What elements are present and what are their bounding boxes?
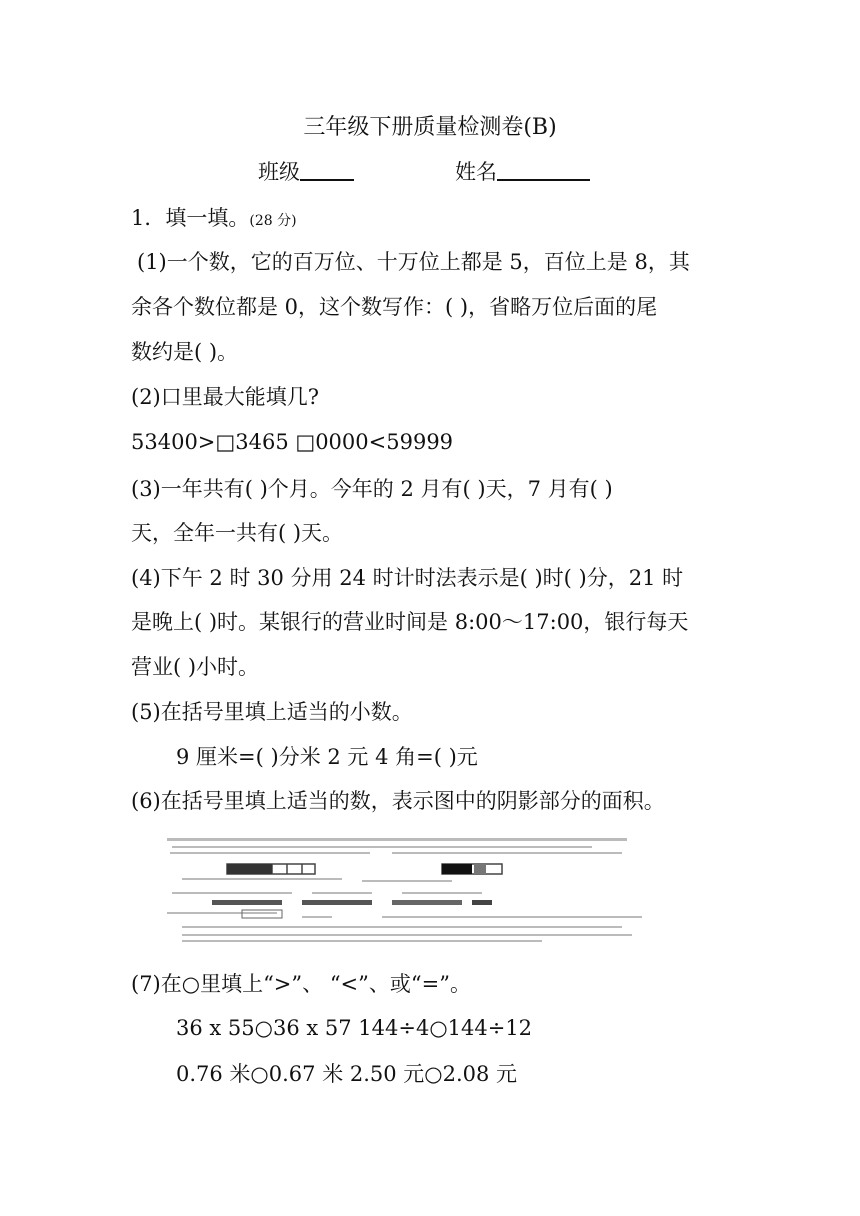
q4-line-1: (4)下午 2 时 30 分用 24 时计时法表示是( )时( )分，21 时 (131, 566, 684, 590)
q1-line-1: (1)一个数，它的百万位、十万位上都是 5，百位上是 8，其 (137, 250, 690, 274)
name-blank[interactable] (497, 157, 590, 181)
section-heading-text: 1．填一填。 (131, 206, 250, 230)
page-title: 三年级下册质量检测卷(B) (303, 115, 557, 140)
q5-line-1: (5)在括号里填上适当的小数。 (131, 700, 413, 724)
q5-line-2: 9 厘米=( )分米 2 元 4 角=( )元 (176, 745, 478, 769)
q3-line-1: (3)一年共有( )个月。今年的 2 月有( )天，7 月有( ) (131, 477, 613, 501)
name-label: 姓名 (455, 160, 497, 184)
figure-graphic (162, 830, 662, 945)
class-field (258, 157, 354, 187)
q7-line-1: (7)在○里填上“>”、 “<”、或“=”。 (131, 972, 471, 996)
q1-line-2: 余各个数位都是 0，这个数写作：( )，省略万位后面的尾 (131, 295, 658, 319)
q7-line-2: 36 x 55○36 x 57 144÷4○144÷12 (176, 1016, 533, 1040)
class-blank[interactable] (300, 157, 354, 181)
shaded-area-figure (162, 830, 662, 945)
section-points: (28 分) (249, 213, 297, 229)
q2-line-1: (2)口里最大能填几? (131, 385, 320, 409)
class-label: 班级 (258, 160, 300, 184)
q4-line-3: 营业( )小时。 (131, 655, 260, 679)
q4-line-2: 是晚上( )时。某银行的营业时间是 8:00～17:00，银行每天 (131, 610, 689, 634)
q2-line-2: 53400>□3465 □0000<59999 (131, 430, 454, 454)
q1-line-3: 数约是( )。 (131, 340, 239, 364)
q7-line-3: 0.76 米○0.67 米 2.50 元○2.08 元 (176, 1062, 518, 1086)
section-heading (131, 203, 297, 236)
q3-line-2: 天，全年一共有( )天。 (131, 521, 344, 545)
q6-line-1: (6)在括号里填上适当的数，表示图中的阴影部分的面积。 (131, 789, 665, 813)
name-field (455, 157, 590, 187)
